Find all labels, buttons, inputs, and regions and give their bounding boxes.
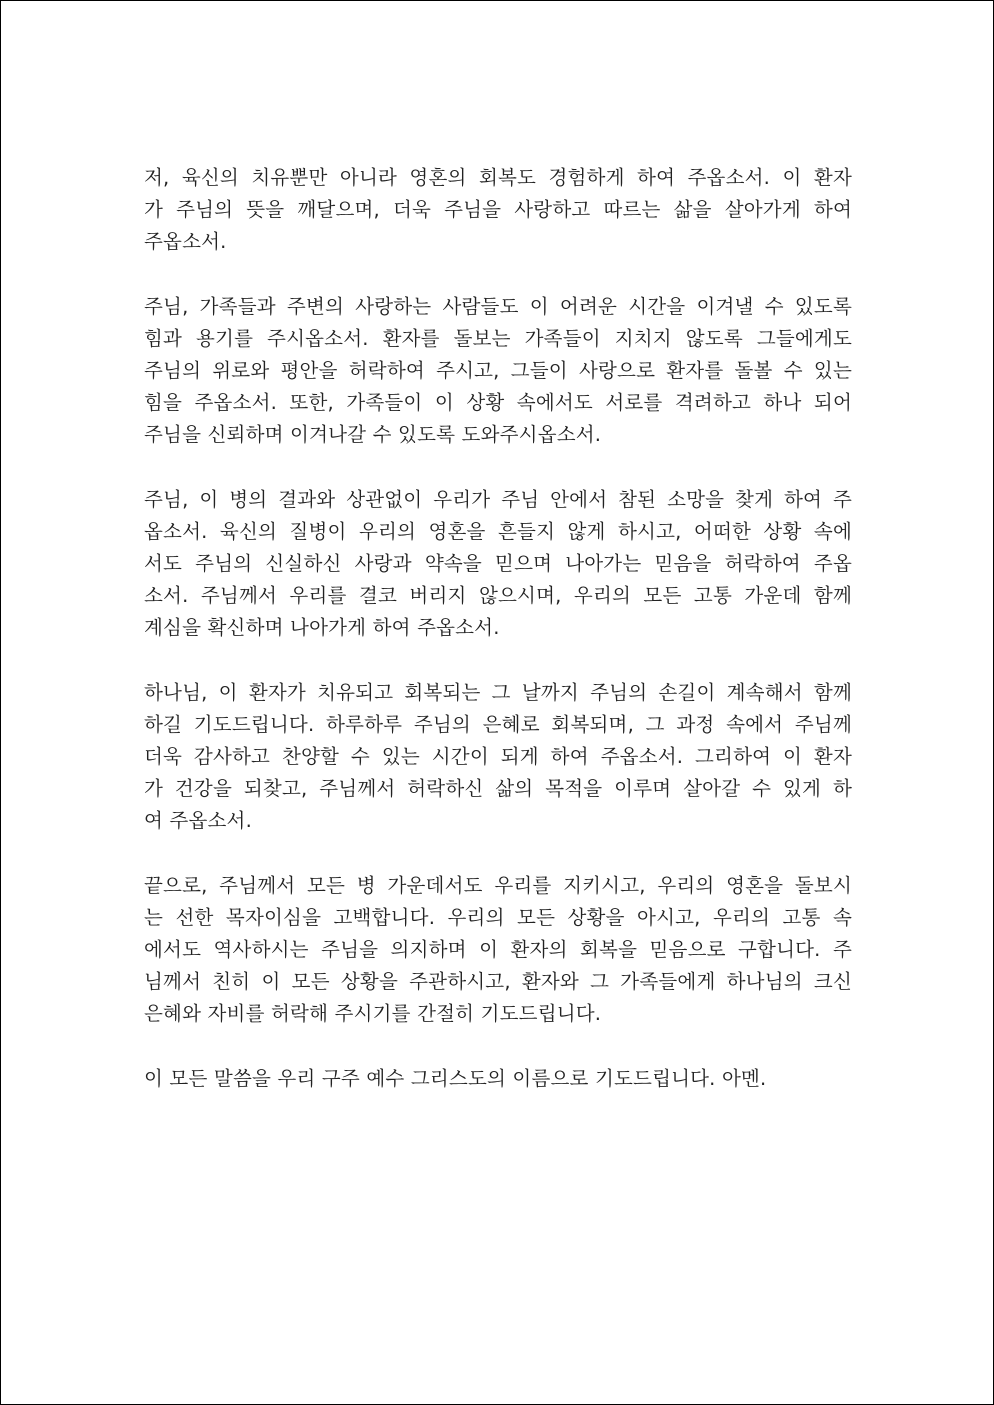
text-line: 주님, 이 병의 결과와 상관없이 우리가 주님 안에서 참된 소망을 찾게 하여 주 [144,488,852,511]
text-line: 힘과 용기를 주시옵소서. 환자를 돌보는 가족들이 지치지 않도록 그들에게도 [144,327,852,350]
text-line: 소서. 주님께서 우리를 결코 버리지 않으시며, 우리의 모든 고통 가운데 함께 [144,584,852,607]
text-line: 주옵소서. [144,230,227,253]
text-line: 서도 주님의 신실하신 사랑과 약속을 믿으며 나아가는 믿음을 허락하여 주옵 [144,552,852,575]
text-line: 주님을 신뢰하며 이겨나갈 수 있도록 도와주시옵소서. [144,423,602,446]
text-line: 끝으로, 주님께서 모든 병 가운데서도 우리를 지키시고, 우리의 영혼을 돌보시 [144,874,852,897]
text-line: 는 선한 목자이심을 고백합니다. 우리의 모든 상황을 아시고, 우리의 고통 속 [144,906,852,929]
text-line: 하길 기도드립니다. 하루하루 주님의 은혜로 회복되며, 그 과정 속에서 주님께 [144,713,852,736]
text-line: 더욱 감사하고 찬양할 수 있는 시간이 되게 하여 주옵소서. 그리하여 이 환자 [144,745,852,768]
text-line: 가 주님의 뜻을 깨달으며, 더욱 주님을 사랑하고 따르는 삶을 살아가게 하여 [144,198,852,221]
text-line: 힘을 주옵소서. 또한, 가족들이 이 상황 속에서도 서로를 격려하고 하나 되어 [144,391,852,414]
prayer-body [144,162,852,1128]
text-line: 하나님, 이 환자가 치유되고 회복되는 그 날까지 주님의 손길이 계속해서 함께 [144,681,852,704]
text-line: 님께서 친히 이 모든 상황을 주관하시고, 환자와 그 가족들에게 하나님의 크신 [144,970,852,993]
text-line: 옵소서. 육신의 질병이 우리의 영혼을 흔들지 않게 하시고, 어떠한 상황 속에 [144,520,852,543]
text-line: 에서도 역사하시는 주님을 의지하며 이 환자의 회복을 믿음으로 구합니다. 주 [144,938,852,961]
text-line: 여 주옵소서. [144,809,252,832]
paragraph-4 [144,677,852,837]
paragraph-6 [144,1063,852,1095]
text-line: 주님, 가족들과 주변의 사랑하는 사람들도 이 어려운 시간을 이겨낼 수 있도록 [144,295,852,318]
text-line: 은혜와 자비를 허락해 주시기를 간절히 기도드립니다. [144,1002,602,1025]
text-line: 주님의 위로와 평안을 허락하여 주시고, 그들이 사랑으로 환자를 돌볼 수 있는 [144,359,852,382]
text-line: 저, 육신의 치유뿐만 아니라 영혼의 회복도 경험하게 하여 주옵소서. 이 환자 [144,166,852,189]
text-line: 가 건강을 되찾고, 주님께서 허락하신 삶의 목적을 이루며 살아갈 수 있게 하 [144,777,852,800]
paragraph-5 [144,870,852,1030]
paragraph-1 [144,162,852,258]
text-line: 계심을 확신하며 나아가게 하여 주옵소서. [144,616,500,639]
text-line: 이 모든 말씀을 우리 구주 예수 그리스도의 이름으로 기도드립니다. 아멘. [144,1067,767,1090]
paragraph-2 [144,291,852,451]
paragraph-3 [144,484,852,644]
